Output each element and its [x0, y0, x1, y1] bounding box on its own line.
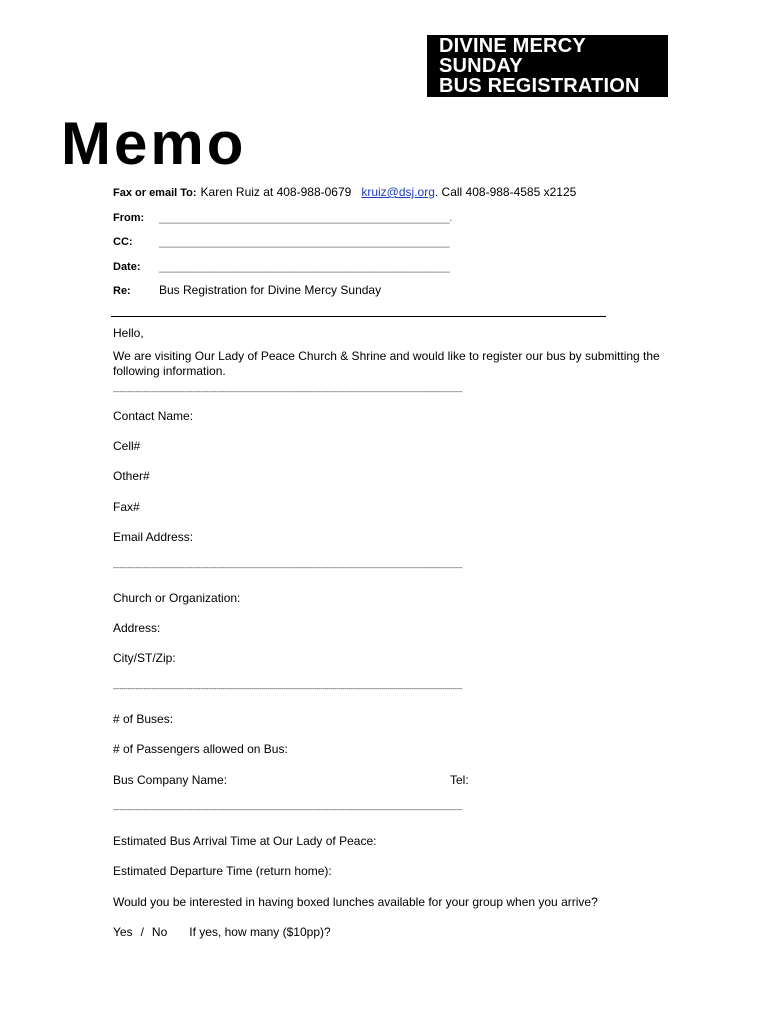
from-label: From:	[113, 212, 145, 224]
num-buses-label: # of Buses:	[113, 712, 174, 726]
cc-field[interactable]: _______________________________________________	[159, 234, 450, 248]
separator-4: ----------------------------------------------------------------------------------------------------------------------------------------------------------------------------	[113, 807, 463, 814]
no-option[interactable]: No	[151, 925, 168, 939]
num-passengers-label: # of Passengers allowed on Bus:	[113, 742, 288, 756]
fax-to-text: Karen Ruiz at 408-988-0679	[200, 185, 352, 199]
fax-to-row	[113, 184, 576, 201]
lunch-question: Would you be interested in having boxed lunches available for your group when you arrive?	[113, 895, 598, 909]
contact-name-label: Contact Name:	[113, 409, 194, 423]
other-label: Other#	[113, 469, 150, 483]
how-many-label: If yes, how many ($10pp)?	[189, 925, 331, 939]
arrival-label: Estimated Bus Arrival Time at Our Lady of Peace:	[113, 834, 377, 848]
departure-label: Estimated Departure Time (return home):	[113, 864, 332, 878]
memo-heading: Memo	[61, 110, 247, 177]
fax-label: Fax#	[113, 500, 140, 514]
tel-label: Tel:	[450, 773, 469, 787]
greeting: Hello,	[113, 326, 144, 340]
from-field[interactable]: _______________________________________________.	[159, 210, 453, 224]
church-label: Church or Organization:	[113, 591, 241, 605]
separator-2: ----------------------------------------------------------------------------------------------------------------------------------------------------------------------------	[113, 565, 463, 572]
re-row	[113, 282, 382, 299]
call-text: . Call 408-988-4585 x2125	[434, 185, 577, 199]
yes-no-separator: /	[140, 925, 144, 939]
re-value: Bus Registration for Divine Mercy Sunday	[159, 283, 382, 297]
yes-option[interactable]: Yes	[113, 925, 133, 939]
bus-company-label: Bus Company Name:	[113, 773, 228, 787]
address-label: Address:	[113, 621, 161, 635]
cc-label: CC:	[113, 236, 133, 248]
cc-row	[113, 233, 450, 250]
banner-line-1: DIVINE MERCY	[439, 35, 586, 57]
email-link[interactable]: kruiz@dsj.org	[361, 185, 435, 199]
title-banner	[427, 35, 668, 97]
intro-paragraph: We are visiting Our Lady of Peace Church & Shrine and would like to register our bus by submitting the following information.	[113, 349, 660, 378]
header-divider	[111, 316, 606, 317]
re-label: Re:	[113, 285, 131, 297]
city-label: City/ST/Zip:	[113, 651, 176, 665]
date-row	[113, 258, 450, 275]
bus-company-row	[113, 773, 613, 788]
separator-1: ----------------------------------------------------------------------------------------------------------------------------------------------------------------------------	[113, 389, 463, 396]
email-address-label: Email Address:	[113, 530, 194, 544]
fax-to-label: Fax or email To:	[113, 187, 197, 199]
banner-line-3: BUS REGISTRATION	[439, 75, 640, 97]
separator-3: ----------------------------------------------------------------------------------------------------------------------------------------------------------------------------	[113, 686, 463, 693]
date-field[interactable]: _______________________________________________	[159, 259, 450, 273]
cell-label: Cell#	[113, 439, 141, 453]
from-row	[113, 209, 453, 226]
banner-line-2: SUNDAY	[439, 55, 523, 77]
date-label: Date:	[113, 261, 141, 273]
lunch-answer-row	[113, 925, 331, 940]
